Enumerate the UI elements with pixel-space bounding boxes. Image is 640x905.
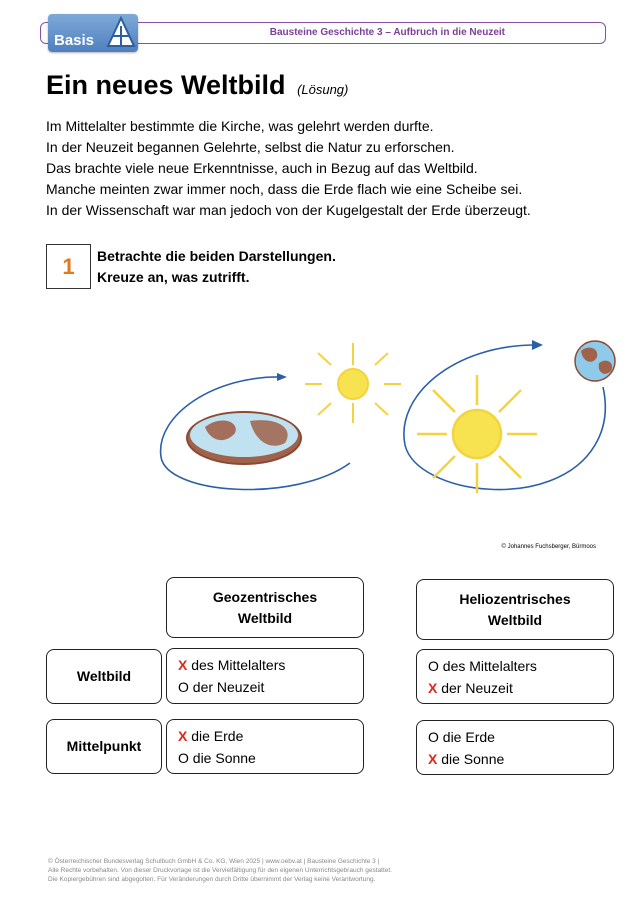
column-header-geocentric — [166, 577, 364, 638]
title-subtitle: (Lösung) — [297, 82, 349, 97]
option-text: die Erde — [191, 728, 244, 744]
answer-option[interactable] — [178, 750, 256, 766]
orbit-arrow-icon — [532, 340, 543, 350]
answer-option[interactable] — [178, 728, 243, 744]
title-text: Ein neues Weltbild — [46, 70, 286, 100]
orbit-arrow-icon — [277, 373, 287, 381]
intro-line: In der Wissenschaft war man jedoch von der Kugelgestalt der Erde überzeugt. — [46, 202, 531, 218]
column-header-line: Weltbild — [237, 609, 293, 626]
footer-line: Die Kopiergebühren sind abgegolten. Für Veränderungen durch Dritte übernimmt der Verlag keine Verantwortung. — [48, 876, 376, 883]
answer-cell — [166, 719, 364, 774]
column-header-line: Heliozentrisches — [459, 590, 571, 607]
footer-line: Alle Rechte vorbehalten. Von dieser Druckvorlage ist die Vervielfältigung für den eigenen Unterrichtsgebrauch gestattet. — [48, 867, 392, 874]
footer-line: © Österreichischer Bundesverlag Schulbuch GmbH & Co. KG, Wien 2025 | www.oebv.at | Bausteine Geschichte 3 | — [48, 858, 380, 865]
option-text: die Erde — [442, 729, 495, 745]
page-title — [46, 70, 348, 101]
intro-line: Manche meinten zwar immer noch, dass die Erde flach wie eine Scheibe sei. — [46, 181, 523, 197]
triangle-logo-icon — [106, 16, 136, 48]
big-sun — [417, 375, 537, 493]
task-line: Kreuze an, was zutrifft. — [97, 269, 250, 285]
answer-cell — [416, 649, 614, 704]
intro-line: Im Mittelalter bestimmte die Kirche, was gelehrt werden durfte. — [46, 118, 434, 134]
option-text: des Mittelalters — [442, 658, 537, 674]
column-header-line: Weltbild — [487, 611, 543, 628]
checkbox-mark: O — [178, 750, 189, 766]
checkbox-mark: X — [178, 728, 188, 744]
intro-line: Das brachte viele neue Erkenntnisse, auch in Bezug auf das Weltbild. — [46, 160, 478, 176]
option-text: die Sonne — [192, 750, 256, 766]
option-text: der Neuzeit — [441, 680, 513, 696]
copyright-footer — [48, 857, 392, 884]
answer-cell — [166, 648, 364, 704]
row-label-weltbild: Weltbild — [46, 649, 162, 704]
answer-option[interactable] — [428, 680, 513, 696]
column-header-heliocentric — [416, 579, 614, 640]
checkbox-mark: O — [428, 729, 439, 745]
answer-cell — [416, 720, 614, 775]
checkbox-mark: X — [428, 751, 438, 767]
checkbox-mark: X — [428, 680, 438, 696]
task-line: Betrachte die beiden Darstellungen. — [97, 248, 336, 264]
checkbox-mark: O — [428, 658, 439, 674]
checkbox-mark: O — [178, 679, 189, 695]
weltbild-illustration — [155, 335, 625, 505]
task-instructions — [97, 246, 336, 288]
intro-text — [46, 116, 606, 221]
option-text: des Mittelalters — [191, 657, 286, 673]
logo-text: Basis — [54, 32, 95, 49]
small-sun — [305, 343, 401, 423]
intro-line: In der Neuzeit begannen Gelehrte, selbst die Natur zu erforschen. — [46, 139, 455, 155]
answer-option[interactable] — [428, 751, 504, 767]
row-label-mittelpunkt: Mittelpunkt — [46, 719, 162, 774]
answer-option[interactable] — [178, 679, 264, 695]
option-text: die Sonne — [441, 751, 505, 767]
task-number: 1 — [46, 244, 91, 289]
column-header-line: Geozentrisches — [212, 588, 318, 605]
checkbox-mark: X — [178, 657, 188, 673]
answer-option[interactable] — [428, 729, 495, 745]
basis-logo — [48, 14, 138, 52]
answer-option[interactable] — [178, 657, 285, 673]
round-earth — [575, 341, 615, 381]
answer-option[interactable] — [428, 658, 537, 674]
option-text: der Neuzeit — [192, 679, 265, 695]
series-title: Bausteine Geschichte 3 – Aufbruch in die Neuzeit — [269, 27, 505, 38]
image-credit: © Johannes Fuchsberger, Bürmoos — [501, 544, 596, 550]
